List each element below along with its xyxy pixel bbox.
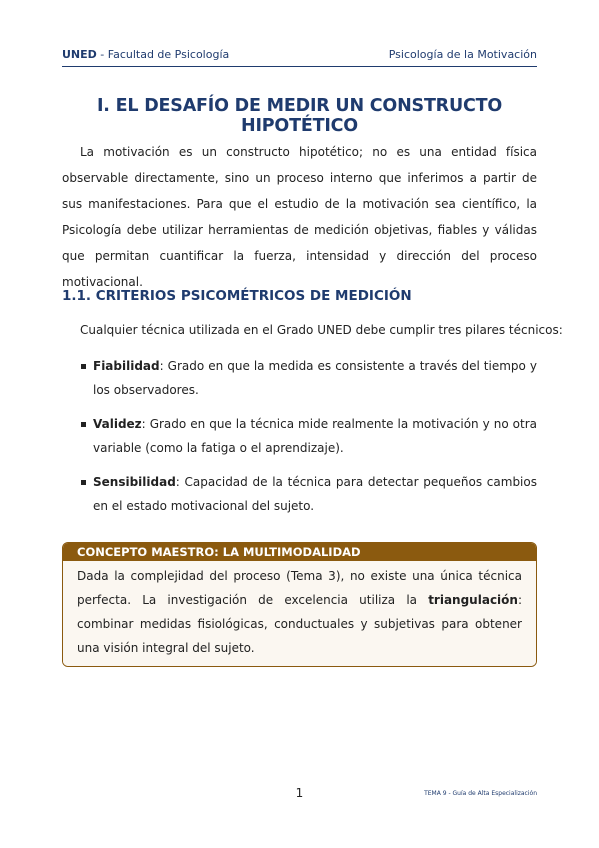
course-label: Psicología de la Motivación	[388, 48, 537, 61]
criterion-item-sensibilidad	[62, 470, 537, 518]
criteria-list	[62, 354, 537, 528]
criterion-term: Sensibilidad	[93, 475, 176, 489]
page-number: 1	[295, 786, 304, 800]
concept-body	[63, 561, 536, 666]
header-divider	[62, 66, 537, 67]
concept-text-before: Dada la complejidad del proceso (Tema 3), no existe una única técnica perfecta. La investigación de excelencia utiliza la	[77, 569, 522, 607]
faculty-label: - Facultad de Psicología	[96, 48, 230, 61]
concept-text-after: : combinar medidas fisiológicas, conductuales y subjetivas para obtener una visión integral del sujeto.	[77, 593, 522, 655]
bullet-square-icon	[81, 364, 86, 369]
criterion-text: : Capacidad de la técnica para detectar pequeños cambios en el estado motivacional del sujeto.	[93, 475, 537, 513]
section-title: 1.1. CRITERIOS PSICOMÉTRICOS DE MEDICIÓN	[62, 288, 412, 304]
section-lead: Cualquier técnica utilizada en el Grado UNED debe cumplir tres pilares técnicos:	[80, 323, 563, 337]
criterion-term: Validez	[93, 417, 142, 431]
page-title: I. EL DESAFÍO DE MEDIR UN CONSTRUCTO HIPOTÉTICO	[96, 96, 503, 136]
bullet-square-icon	[81, 422, 86, 427]
criterion-text: : Grado en que la técnica mide realmente la motivación y no otra variable (como la fatiga o el aprendizaje).	[93, 417, 537, 455]
concept-highlight: triangulación	[428, 593, 518, 607]
page-header	[62, 48, 537, 61]
criterion-text: : Grado en que la medida es consistente a través del tiempo y los observadores.	[93, 359, 537, 397]
criterion-item-validez	[62, 412, 537, 460]
bullet-square-icon	[81, 480, 86, 485]
footer-note: TEMA 9 - Guía de Alta Especialización	[424, 790, 537, 797]
criterion-item-fiabilidad	[62, 354, 537, 402]
header-brand	[62, 48, 229, 61]
concept-box	[62, 542, 537, 667]
intro-paragraph: La motivación es un constructo hipotético; no es una entidad física observable directamente, sino un proceso interno que inferimos a partir de sus manifestaciones. Para que el estudio de la motivación sea científico, la Psicología debe utilizar herramientas de medición objetivas, fiables y válidas que permitan cuantificar la fuerza, intensidad y dirección del proceso motivacional.	[62, 145, 537, 289]
criterion-term: Fiabilidad	[93, 359, 160, 373]
uned-label: UNED	[62, 48, 97, 61]
concept-title: CONCEPTO MAESTRO: LA MULTIMODALIDAD	[63, 543, 536, 561]
